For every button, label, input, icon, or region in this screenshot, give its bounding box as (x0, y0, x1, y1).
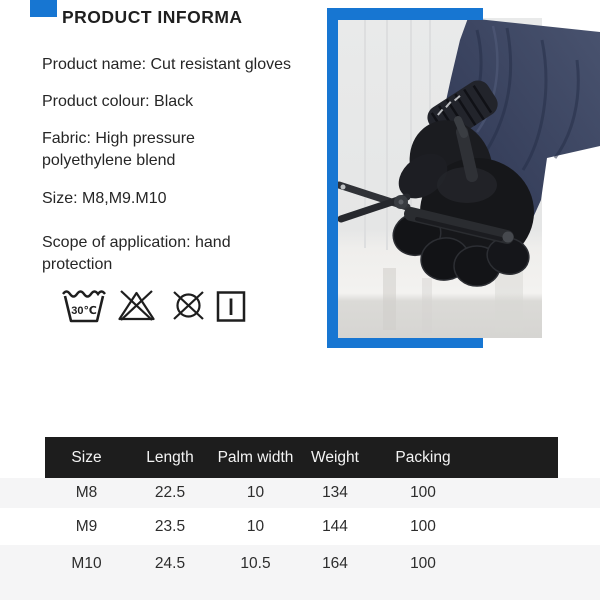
do-not-dry-clean-icon (170, 289, 207, 322)
wash-temp-label: 30℃ (71, 305, 97, 317)
cell-weight: 134 (322, 484, 348, 501)
cell-size: M8 (75, 484, 98, 501)
spec-product-name (42, 54, 332, 76)
spec-line: Product name: Cut resistant gloves (42, 56, 292, 73)
spec-fabric (42, 128, 332, 172)
column-header-size: Size (71, 448, 102, 466)
cell-packing: 100 (410, 517, 436, 535)
cell-palm: 10 (246, 484, 265, 501)
drip-dry-icon (216, 290, 246, 323)
title-accent-square (30, 0, 57, 17)
column-header-palm-width: Palm width (217, 448, 294, 466)
page-title: PRODUCT INFORMA (62, 7, 243, 27)
cell-size: M10 (71, 555, 102, 572)
spec-line: Size: M8,M9.M10 (42, 190, 167, 207)
do-not-bleach-icon (116, 288, 157, 323)
cell-palm: 10 (246, 517, 265, 535)
cell-size: M9 (75, 517, 98, 535)
column-header-packing: Packing (395, 448, 451, 466)
cell-packing: 100 (410, 555, 436, 572)
spec-product-colour (42, 91, 332, 113)
cell-length: 24.5 (154, 555, 186, 572)
machine-wash-30-icon (61, 286, 107, 325)
table-row-m9 (45, 508, 558, 545)
cell-packing: 100 (410, 484, 436, 501)
spec-line: Product colour: Black (42, 93, 194, 110)
table-row-m8 (45, 478, 558, 508)
spec-line: polyethylene blend (42, 152, 176, 169)
column-header-weight: Weight (311, 448, 359, 466)
column-header-length: Length (146, 448, 194, 466)
cell-weight: 164 (322, 555, 348, 572)
spec-line: protection (42, 256, 113, 273)
product-photo (327, 0, 600, 348)
cell-weight: 144 (322, 517, 348, 535)
cell-palm: 10.5 (240, 555, 271, 572)
table-row-m10 (45, 545, 558, 583)
spec-line: Scope of application: hand (42, 234, 231, 251)
spec-line: Fabric: High pressure (42, 130, 195, 147)
spec-scope (42, 232, 332, 276)
size-table-header (45, 437, 558, 478)
cell-length: 23.5 (154, 517, 186, 535)
spec-size (42, 188, 332, 210)
cell-length: 22.5 (154, 484, 186, 501)
